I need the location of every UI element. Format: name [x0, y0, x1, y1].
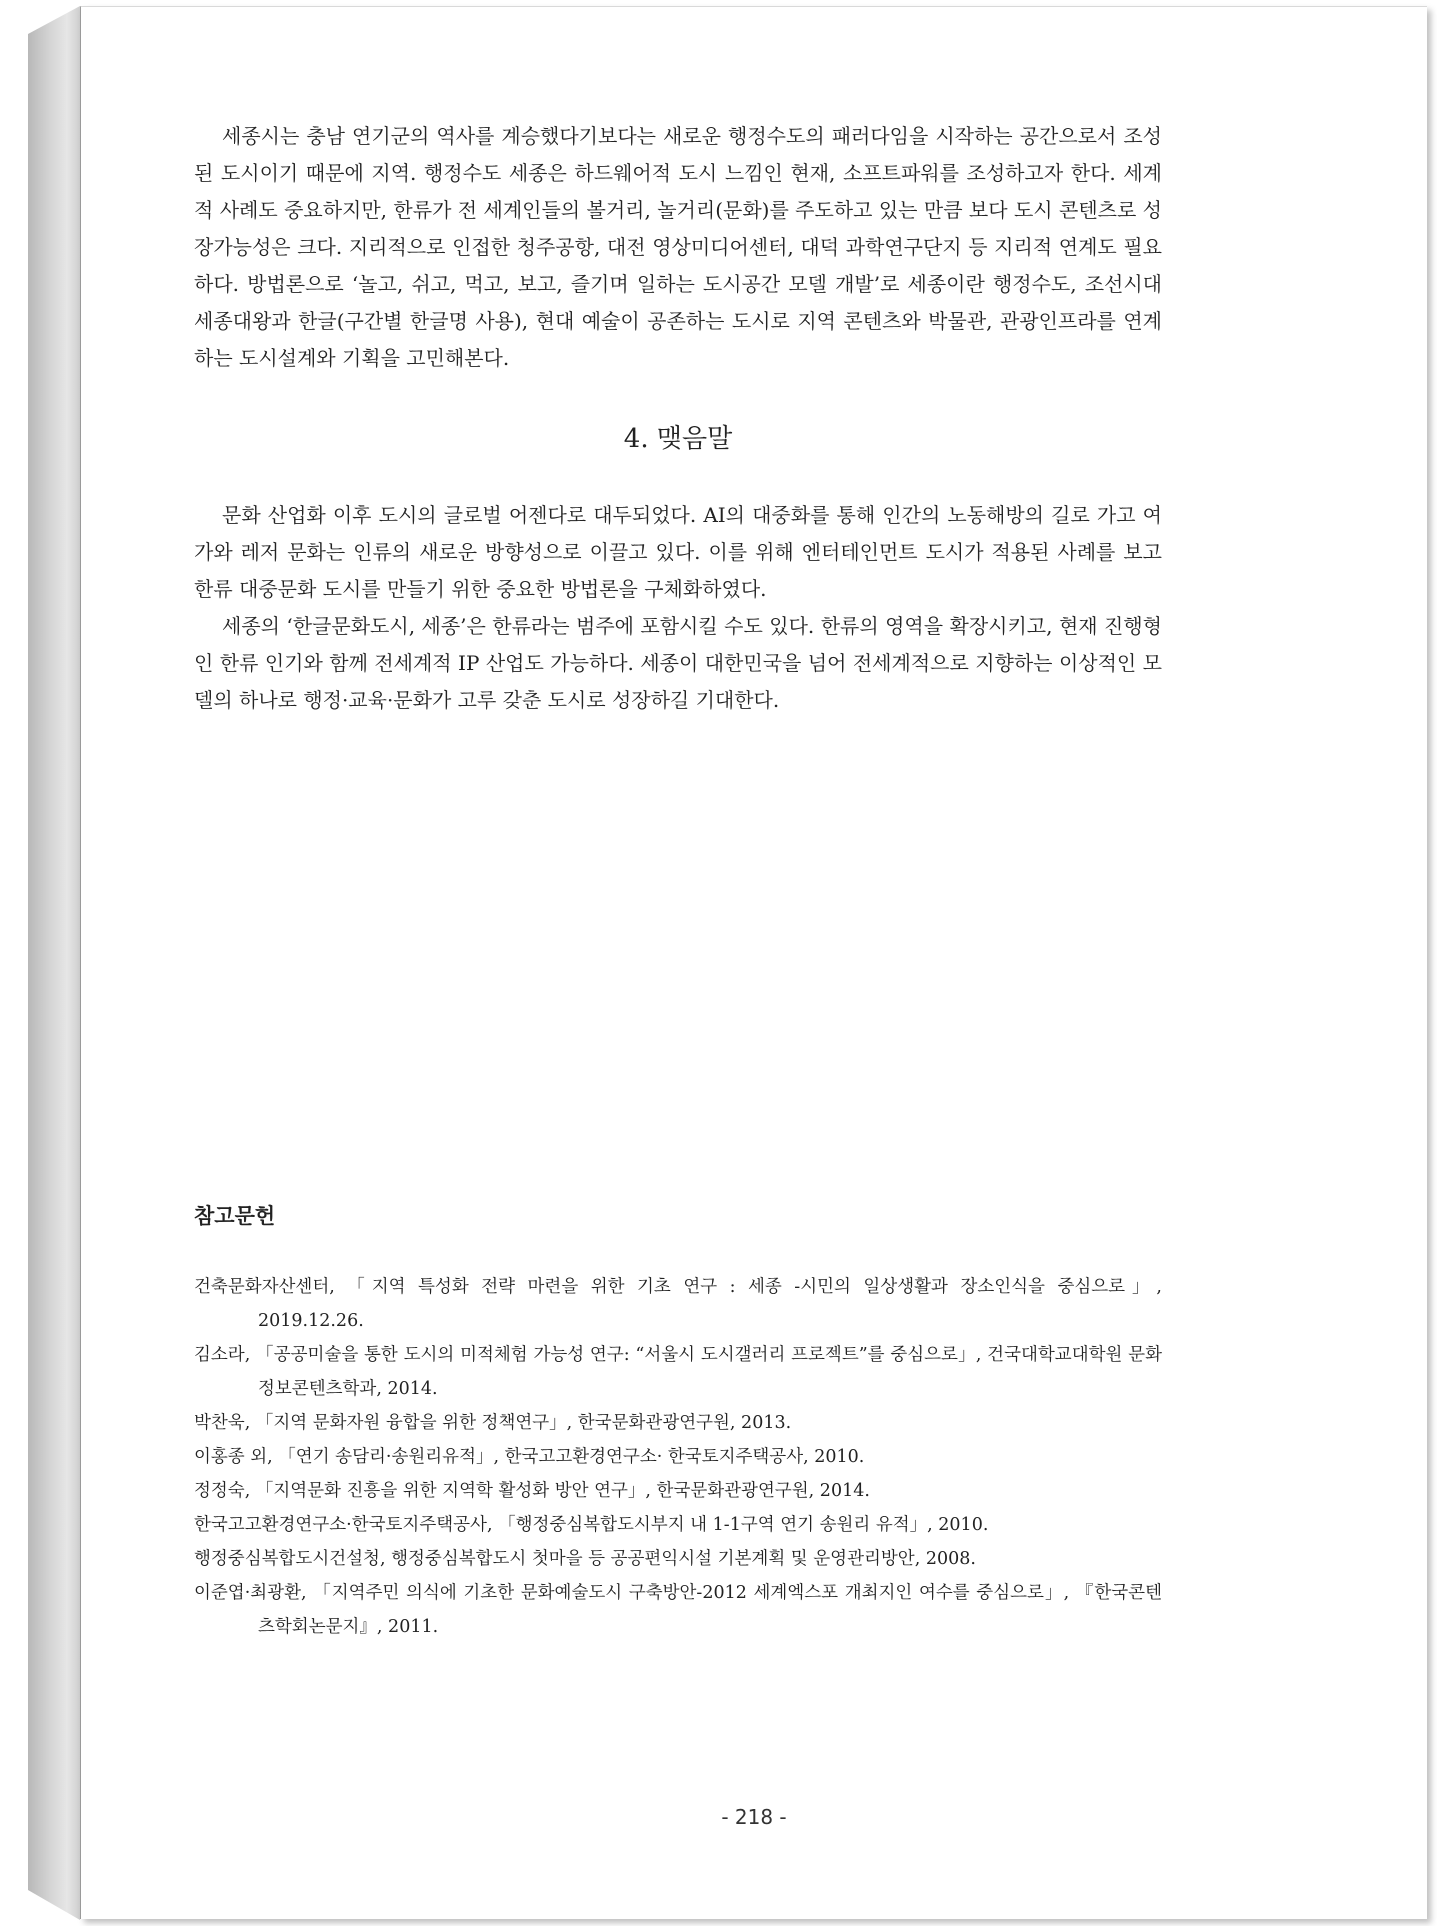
- reference-item: 박찬욱, 「지역 문화자원 융합을 위한 정책연구」, 한국문화관광연구원, 2013.: [194, 1413, 792, 1433]
- body-paragraph: 세종시는 충남 연기군의 역사를 계승했다기보다는 새로운 행정수도의 패러다임을 시작하는 공간으로서 조성된 도시이기 때문에 지역. 행정수도 세종은 하드웨어적 도시 느낌인 현재, 소프트파워를 조성하고자 한다. 세계적 사례도 중요하지만, 한류가 전 세계인들의 볼거리, 놀거리(문화)를 주도하고 있는 만큼 보다 도시 콘텐츠로 성장가능성은 크다. 지리적으로 인접한 청주공항, 대전 영상미디어센터, 대덕 과학연구단지 등 지리적 연계도 필요하다. 방법론으로 ‘놀고, 쉬고, 먹고, 보고, 즐기며 일하는 도시공간 모델 개발’로 세종이란 행정수도, 조선시대 세종대왕과 한글(구간별 한글명 사용), 현대 예술이 공존하는 도시로 지역 콘텐츠와 박물관, 관광인프라를 연계하는 도시설계와 기획을 고민해본다.: [194, 124, 1162, 370]
- reference-item: 건축문화자산센터, 「지역 특성화 전략 마련을 위한 기초 연구 : 세종 -시민의 일상생활과 장소인식을 중심으로」, 2019.12.26.: [194, 1277, 1162, 1331]
- reference-item: 김소라, 「공공미술을 통한 도시의 미적체험 가능성 연구: “서울시 도시갤러리 프로젝트”를 중심으로」, 건국대학교대학원 문화정보콘텐츠학과, 2014.: [194, 1345, 1162, 1399]
- book-spine: [28, 6, 80, 1920]
- page-number: - 218 -: [721, 1805, 787, 1829]
- reference-item: 이준엽·최광환, 「지역주민 의식에 기초한 문화예술도시 구축방안-2012 세계엑스포 개최지인 여수를 중심으로」, 『한국콘텐츠학회논문지』, 2011.: [194, 1583, 1162, 1637]
- body-text: [194, 118, 1162, 719]
- reference-item: 이홍종 외, 「연기 송담리·송원리유적」, 한국고고환경연구소· 한국토지주택공사, 2010.: [194, 1447, 865, 1467]
- references-list: [194, 1270, 1162, 1644]
- reference-item: 한국고고환경연구소·한국토지주택공사, 「행정중심복합도시부지 내 1-1구역 연기 송원리 유적」, 2010.: [194, 1515, 989, 1535]
- conclusion-paragraph: 세종의 ‘한글문화도시, 세종’은 한류라는 범주에 포함시킬 수도 있다. 한류의 영역을 확장시키고, 현재 진행형인 한류 인기와 함께 전세계적 IP 산업도 가능하다. 세종이 대한민국을 넘어 전세계적으로 지향하는 이상적인 모델의 하나로 행정·교육·문화가 고루 갖춘 도시로 성장하길 기대한다.: [194, 614, 1162, 712]
- reference-item: 행정중심복합도시건설청, 행정중심복합도시 첫마을 등 공공편익시설 기본계획 및 운영관리방안, 2008.: [194, 1549, 976, 1569]
- section-heading: 4. 맺음말: [623, 424, 733, 454]
- references-heading: 참고문헌: [194, 1204, 276, 1228]
- conclusion-paragraph: 문화 산업화 이후 도시의 글로벌 어젠다로 대두되었다. AI의 대중화를 통해 인간의 노동해방의 길로 가고 여가와 레저 문화는 인류의 새로운 방향성으로 이끌고 있다. 이를 위해 엔터테인먼트 도시가 적용된 사례를 보고 한류 대중문화 도시를 만들기 위한 중요한 방법론을 구체화하였다.: [194, 503, 1162, 601]
- reference-item: 정정숙, 「지역문화 진흥을 위한 지역학 활성화 방안 연구」, 한국문화관광연구원, 2014.: [194, 1481, 870, 1501]
